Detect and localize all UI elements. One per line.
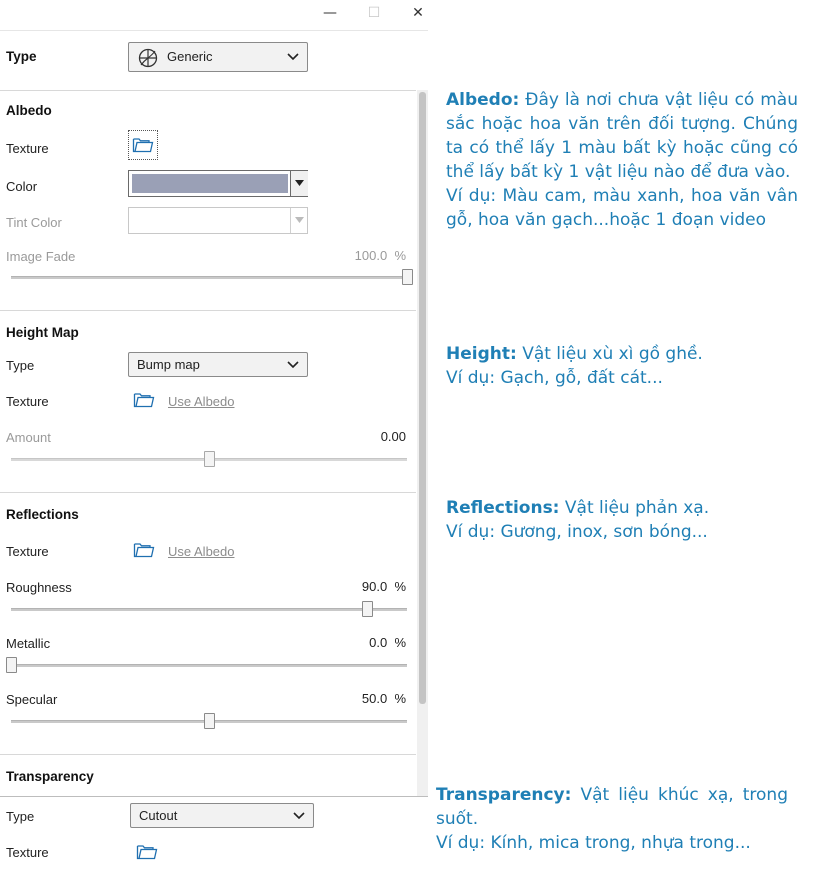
specular-value: 50.0 bbox=[361, 691, 388, 706]
close-button[interactable]: ✕ bbox=[412, 5, 424, 21]
title-divider bbox=[0, 30, 428, 31]
height-note bbox=[446, 342, 798, 390]
image-fade-value: 100.0 bbox=[354, 248, 388, 263]
albedo-note-example: Ví dụ: Màu cam, màu xanh, hoa văn vân gỗ, hoa văn gạch...hoặc 1 đoạn video bbox=[446, 186, 798, 230]
albedo-section-title: Albedo bbox=[6, 103, 52, 118]
reflections-note-example: Ví dụ: Gương, inox, sơn bóng... bbox=[446, 522, 708, 542]
reflections-note-heading: Reflections: bbox=[446, 498, 560, 518]
transparency-note bbox=[436, 783, 788, 855]
color-dropdown-toggle[interactable] bbox=[290, 171, 308, 196]
material-type-value: Generic bbox=[167, 49, 213, 64]
roughness-label: Roughness bbox=[6, 580, 72, 595]
metallic-label: Metallic bbox=[6, 636, 51, 651]
maximize-button[interactable]: ☐ bbox=[367, 5, 381, 21]
tint-color-picker bbox=[128, 207, 308, 234]
roughness-value: 90.0 bbox=[361, 579, 388, 594]
specular-unit: % bbox=[394, 691, 406, 706]
albedo-color-picker[interactable] bbox=[128, 170, 308, 197]
folder-icon[interactable] bbox=[133, 391, 155, 409]
albedo-color-swatch bbox=[132, 174, 288, 193]
metallic-value: 0.0 bbox=[369, 635, 388, 650]
roughness-unit: % bbox=[394, 579, 406, 594]
amount-label: Amount bbox=[6, 430, 51, 445]
section-divider bbox=[0, 90, 416, 91]
height-note-heading: Height: bbox=[446, 344, 517, 364]
roughness-readout bbox=[320, 579, 406, 594]
transparency-type-value: Cutout bbox=[139, 808, 178, 823]
amount-slider-thumb bbox=[204, 451, 215, 467]
transparency-note-example: Ví dụ: Kính, mica trong, nhựa trong... bbox=[436, 833, 751, 853]
title-bar bbox=[0, 0, 428, 28]
folder-icon[interactable] bbox=[133, 541, 155, 559]
metallic-slider-track[interactable] bbox=[11, 664, 407, 667]
height-map-use-albedo-link[interactable]: Use Albedo bbox=[168, 394, 235, 409]
image-fade-label: Image Fade bbox=[6, 249, 76, 264]
panel-split-divider bbox=[0, 796, 428, 797]
image-fade-readout bbox=[320, 248, 406, 263]
minimize-button[interactable]: — bbox=[323, 5, 337, 21]
folder-icon[interactable] bbox=[136, 843, 158, 861]
transparency-type-label: Type bbox=[6, 809, 35, 824]
transparency-note-heading: Transparency: bbox=[436, 785, 572, 805]
reflections-use-albedo-link[interactable]: Use Albedo bbox=[168, 544, 235, 559]
reflections-texture-label: Texture bbox=[6, 544, 49, 559]
height-map-type-dropdown[interactable] bbox=[128, 352, 308, 377]
tint-color-label: Tint Color bbox=[6, 215, 62, 230]
section-divider bbox=[0, 492, 416, 493]
transparency-note-text: Vật liệu khúc xạ, trong suốt. bbox=[436, 785, 788, 829]
chevron-down-icon bbox=[287, 361, 299, 369]
specular-slider-thumb[interactable] bbox=[204, 713, 215, 729]
material-type-dropdown[interactable] bbox=[128, 42, 308, 72]
specular-label: Specular bbox=[6, 692, 58, 707]
metallic-unit: % bbox=[394, 635, 406, 650]
reflections-section-title: Reflections bbox=[6, 507, 79, 522]
height-note-example: Ví dụ: Gạch, gỗ, đất cát... bbox=[446, 368, 663, 388]
tint-dropdown-toggle bbox=[290, 208, 308, 233]
height-map-type-value: Bump map bbox=[137, 357, 200, 372]
type-label: Type bbox=[6, 49, 37, 64]
reflections-note-text: Vật liệu phản xạ. bbox=[564, 498, 710, 518]
section-divider bbox=[0, 754, 416, 755]
albedo-texture-button[interactable] bbox=[128, 130, 158, 160]
triangle-down-icon bbox=[295, 217, 304, 223]
chevron-down-icon bbox=[287, 53, 299, 61]
albedo-color-label: Color bbox=[6, 179, 38, 194]
image-fade-slider-thumb[interactable] bbox=[402, 269, 413, 285]
transparency-texture-label: Texture bbox=[6, 845, 49, 860]
metallic-readout bbox=[320, 635, 406, 650]
amount-value: 0.00 bbox=[380, 429, 406, 444]
image-fade-unit: % bbox=[394, 248, 406, 263]
albedo-note bbox=[446, 88, 798, 232]
height-map-section-title: Height Map bbox=[6, 325, 79, 340]
chevron-down-icon bbox=[293, 812, 305, 820]
transparency-section-title: Transparency bbox=[6, 769, 94, 784]
albedo-note-heading: Albedo: bbox=[446, 90, 520, 110]
albedo-texture-label: Texture bbox=[6, 141, 49, 156]
reflections-note bbox=[446, 496, 798, 544]
image-fade-slider-track[interactable] bbox=[11, 276, 407, 279]
transparency-type-dropdown[interactable] bbox=[130, 803, 314, 828]
albedo-note-text: Đây là nơi chưa vật liệu có màu sắc hoặc hoa văn trên đối tượng. Chúng ta có thể lấy 1 màu bất kỳ hoặc cũng có thể lấy bất kỳ 1 vật liệu nào để đưa vào. bbox=[446, 90, 799, 182]
generic-material-icon bbox=[138, 48, 158, 68]
height-map-type-label: Type bbox=[6, 358, 35, 373]
section-divider bbox=[0, 310, 416, 311]
height-map-texture-label: Texture bbox=[6, 394, 49, 409]
panel-scrollbar-thumb[interactable] bbox=[419, 92, 426, 704]
metallic-slider-thumb[interactable] bbox=[6, 657, 17, 673]
height-note-text: Vật liệu xù xì gồ ghề. bbox=[522, 344, 703, 364]
roughness-slider-track[interactable] bbox=[11, 608, 407, 611]
folder-icon bbox=[132, 136, 154, 154]
roughness-slider-thumb[interactable] bbox=[362, 601, 373, 617]
specular-readout bbox=[320, 691, 406, 706]
triangle-down-icon bbox=[295, 180, 304, 186]
